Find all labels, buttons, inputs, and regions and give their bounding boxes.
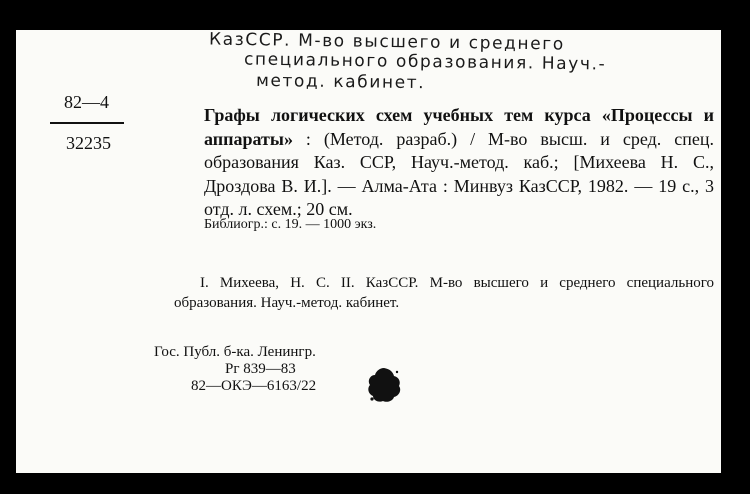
bibliography-note: Библиогр.: с. 19. — 1000 экз. xyxy=(204,217,377,232)
handwritten-heading-line: КазССР. М-во высшего и среднего xyxy=(208,29,565,55)
handwritten-heading-line: метод. кабинет. xyxy=(255,70,426,94)
catalog-entry xyxy=(204,104,714,222)
entry-title: Графы логических схем учебных тем курса «Процессы и аппараты» xyxy=(204,105,714,149)
ink-blot xyxy=(366,366,402,404)
imprint-number: Рг 839—83 xyxy=(225,361,296,377)
catalog-card xyxy=(16,30,721,473)
tracings: I. Михеева, Н. С. II. КазССР. М-во высшего и среднего специального образования. Науч.-метод. кабинет. xyxy=(174,275,714,311)
call-number-top: 82—4 xyxy=(64,92,109,112)
call-number-bottom: 32235 xyxy=(66,133,111,153)
handwritten-heading-line: специального образования. Науч.- xyxy=(243,49,607,75)
imprint-code: 82—ОКЭ—6163/22 xyxy=(191,378,317,394)
call-number-divider xyxy=(50,122,124,124)
entry-description: : (Метод. разраб.) / М-во высш. и сред. спец. образования Каз. ССР, Науч.-метод. каб.; [Михеева Н. С., Дроздова В. И.]. — Алма-Ата : Минвуз КазССР, 1982. — 19 с., 3 отд. л. схем.; 20 см. xyxy=(204,128,715,219)
imprint-library: Гос. Публ. б-ка. Ленингр. xyxy=(154,344,316,360)
